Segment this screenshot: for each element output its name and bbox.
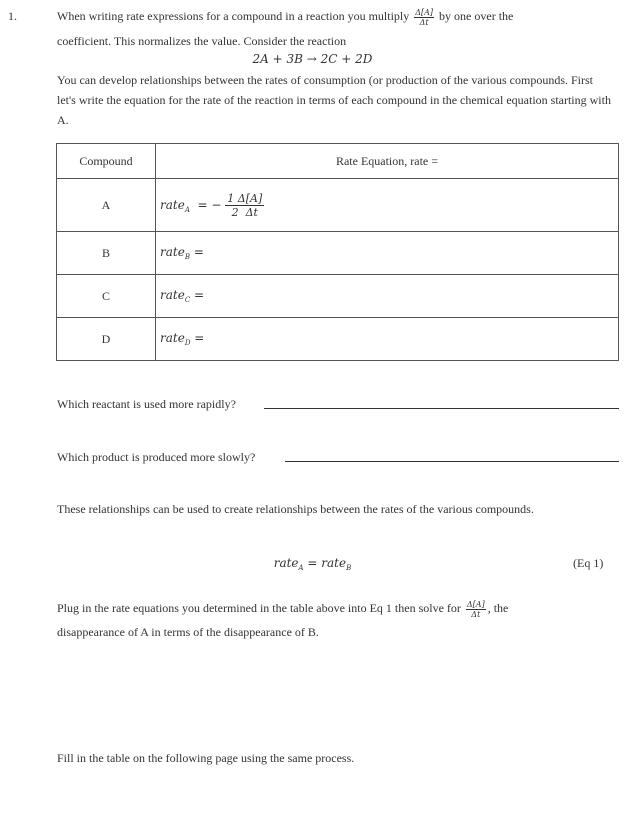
table-row bbox=[57, 275, 619, 318]
fraction-numerator: Δ[A] bbox=[415, 7, 434, 17]
header-rate-equation: Rate Equation, rate = bbox=[156, 144, 619, 179]
question-reactant: Which reactant is used more rapidly? bbox=[57, 397, 236, 411]
plug-text-before: Plug in the rate equations you determined in the table above into Eq 1 then solve for bbox=[57, 601, 461, 615]
rate-paragraph: You can develop relationships between the rates of consumption (or production of the various compounds. First let's write the equation for the rate of the reaction in terms of each compound in the chemical equation starting with A. bbox=[57, 73, 611, 127]
question-product: Which product is produced more slowly? bbox=[57, 450, 256, 464]
equation-1-label: (Eq 1) bbox=[573, 556, 604, 570]
answer-line-product[interactable] bbox=[285, 461, 619, 462]
eq1-mid: = rate bbox=[303, 556, 347, 570]
rate-label: rate bbox=[160, 245, 185, 259]
question-number: 1. bbox=[8, 9, 17, 23]
rate-subscript: C bbox=[184, 296, 191, 304]
rate-subscript: A bbox=[184, 205, 190, 214]
intro-text-after: by one over the bbox=[439, 9, 514, 23]
header-compound: Compound bbox=[57, 144, 156, 179]
table-row bbox=[57, 232, 619, 275]
fraction-numerator: Δ[A] bbox=[466, 599, 485, 609]
fill-instruction: Fill in the table on the following page using the same process. bbox=[57, 751, 355, 765]
rate-equals: = − bbox=[197, 197, 222, 212]
fraction-denominator: Δt bbox=[419, 17, 429, 27]
fraction-denominator: Δt bbox=[471, 609, 481, 619]
intro-text-before: When writing rate expressions for a compound in a reaction you multiply bbox=[57, 9, 410, 23]
rate-equation-cell[interactable] bbox=[156, 232, 619, 275]
coef-num: 1 bbox=[227, 191, 235, 205]
coef-den: 2 bbox=[231, 205, 239, 219]
table-row bbox=[57, 318, 619, 361]
rate-label: rate bbox=[160, 288, 185, 302]
rate-label: rate bbox=[160, 197, 185, 212]
delta-a-fraction bbox=[414, 8, 434, 27]
delta-num: Δ[A] bbox=[237, 191, 263, 205]
delta-a-fraction bbox=[466, 600, 486, 619]
rate-equation-cell[interactable] bbox=[156, 275, 619, 318]
table-row bbox=[57, 179, 619, 232]
eq1-lhs: rate bbox=[273, 556, 299, 570]
rate-table bbox=[56, 143, 619, 361]
rate-equals: = bbox=[194, 331, 205, 345]
eq1-lhs-sub: A bbox=[298, 564, 304, 572]
rate-equation-cell[interactable] bbox=[156, 318, 619, 361]
compound-cell: C bbox=[57, 275, 156, 318]
intro-line1 bbox=[57, 6, 617, 27]
rate-expression bbox=[160, 191, 264, 219]
compound-cell: A bbox=[57, 179, 156, 232]
coefficient-fraction bbox=[225, 192, 264, 219]
reaction-equation: 2A + 3B → 2C + 2D bbox=[252, 52, 373, 66]
rate-subscript: D bbox=[184, 339, 191, 347]
rate-equation-cell[interactable] bbox=[156, 179, 619, 232]
plug-line2: disappearance of A in terms of the disappearance of B. bbox=[57, 625, 319, 639]
answer-line-reactant[interactable] bbox=[264, 408, 619, 409]
rate-label: rate bbox=[160, 331, 185, 345]
plug-text-after: , the bbox=[487, 601, 509, 615]
compound-cell: B bbox=[57, 232, 156, 275]
plug-line1 bbox=[57, 598, 617, 619]
eq1-rhs-sub: B bbox=[346, 564, 352, 572]
relationships-text: These relationships can be used to create relationships between the rates of the various compounds. bbox=[57, 502, 534, 516]
rate-equals: = bbox=[193, 245, 204, 259]
intro-line2: coefficient. This normalizes the value. Consider the reaction bbox=[57, 34, 347, 48]
equation-1 bbox=[0, 556, 625, 572]
table-header-row bbox=[57, 144, 619, 179]
rate-subscript: B bbox=[184, 253, 190, 261]
compound-cell: D bbox=[57, 318, 156, 361]
rate-equals: = bbox=[194, 288, 205, 302]
delta-den: Δt bbox=[245, 205, 258, 219]
